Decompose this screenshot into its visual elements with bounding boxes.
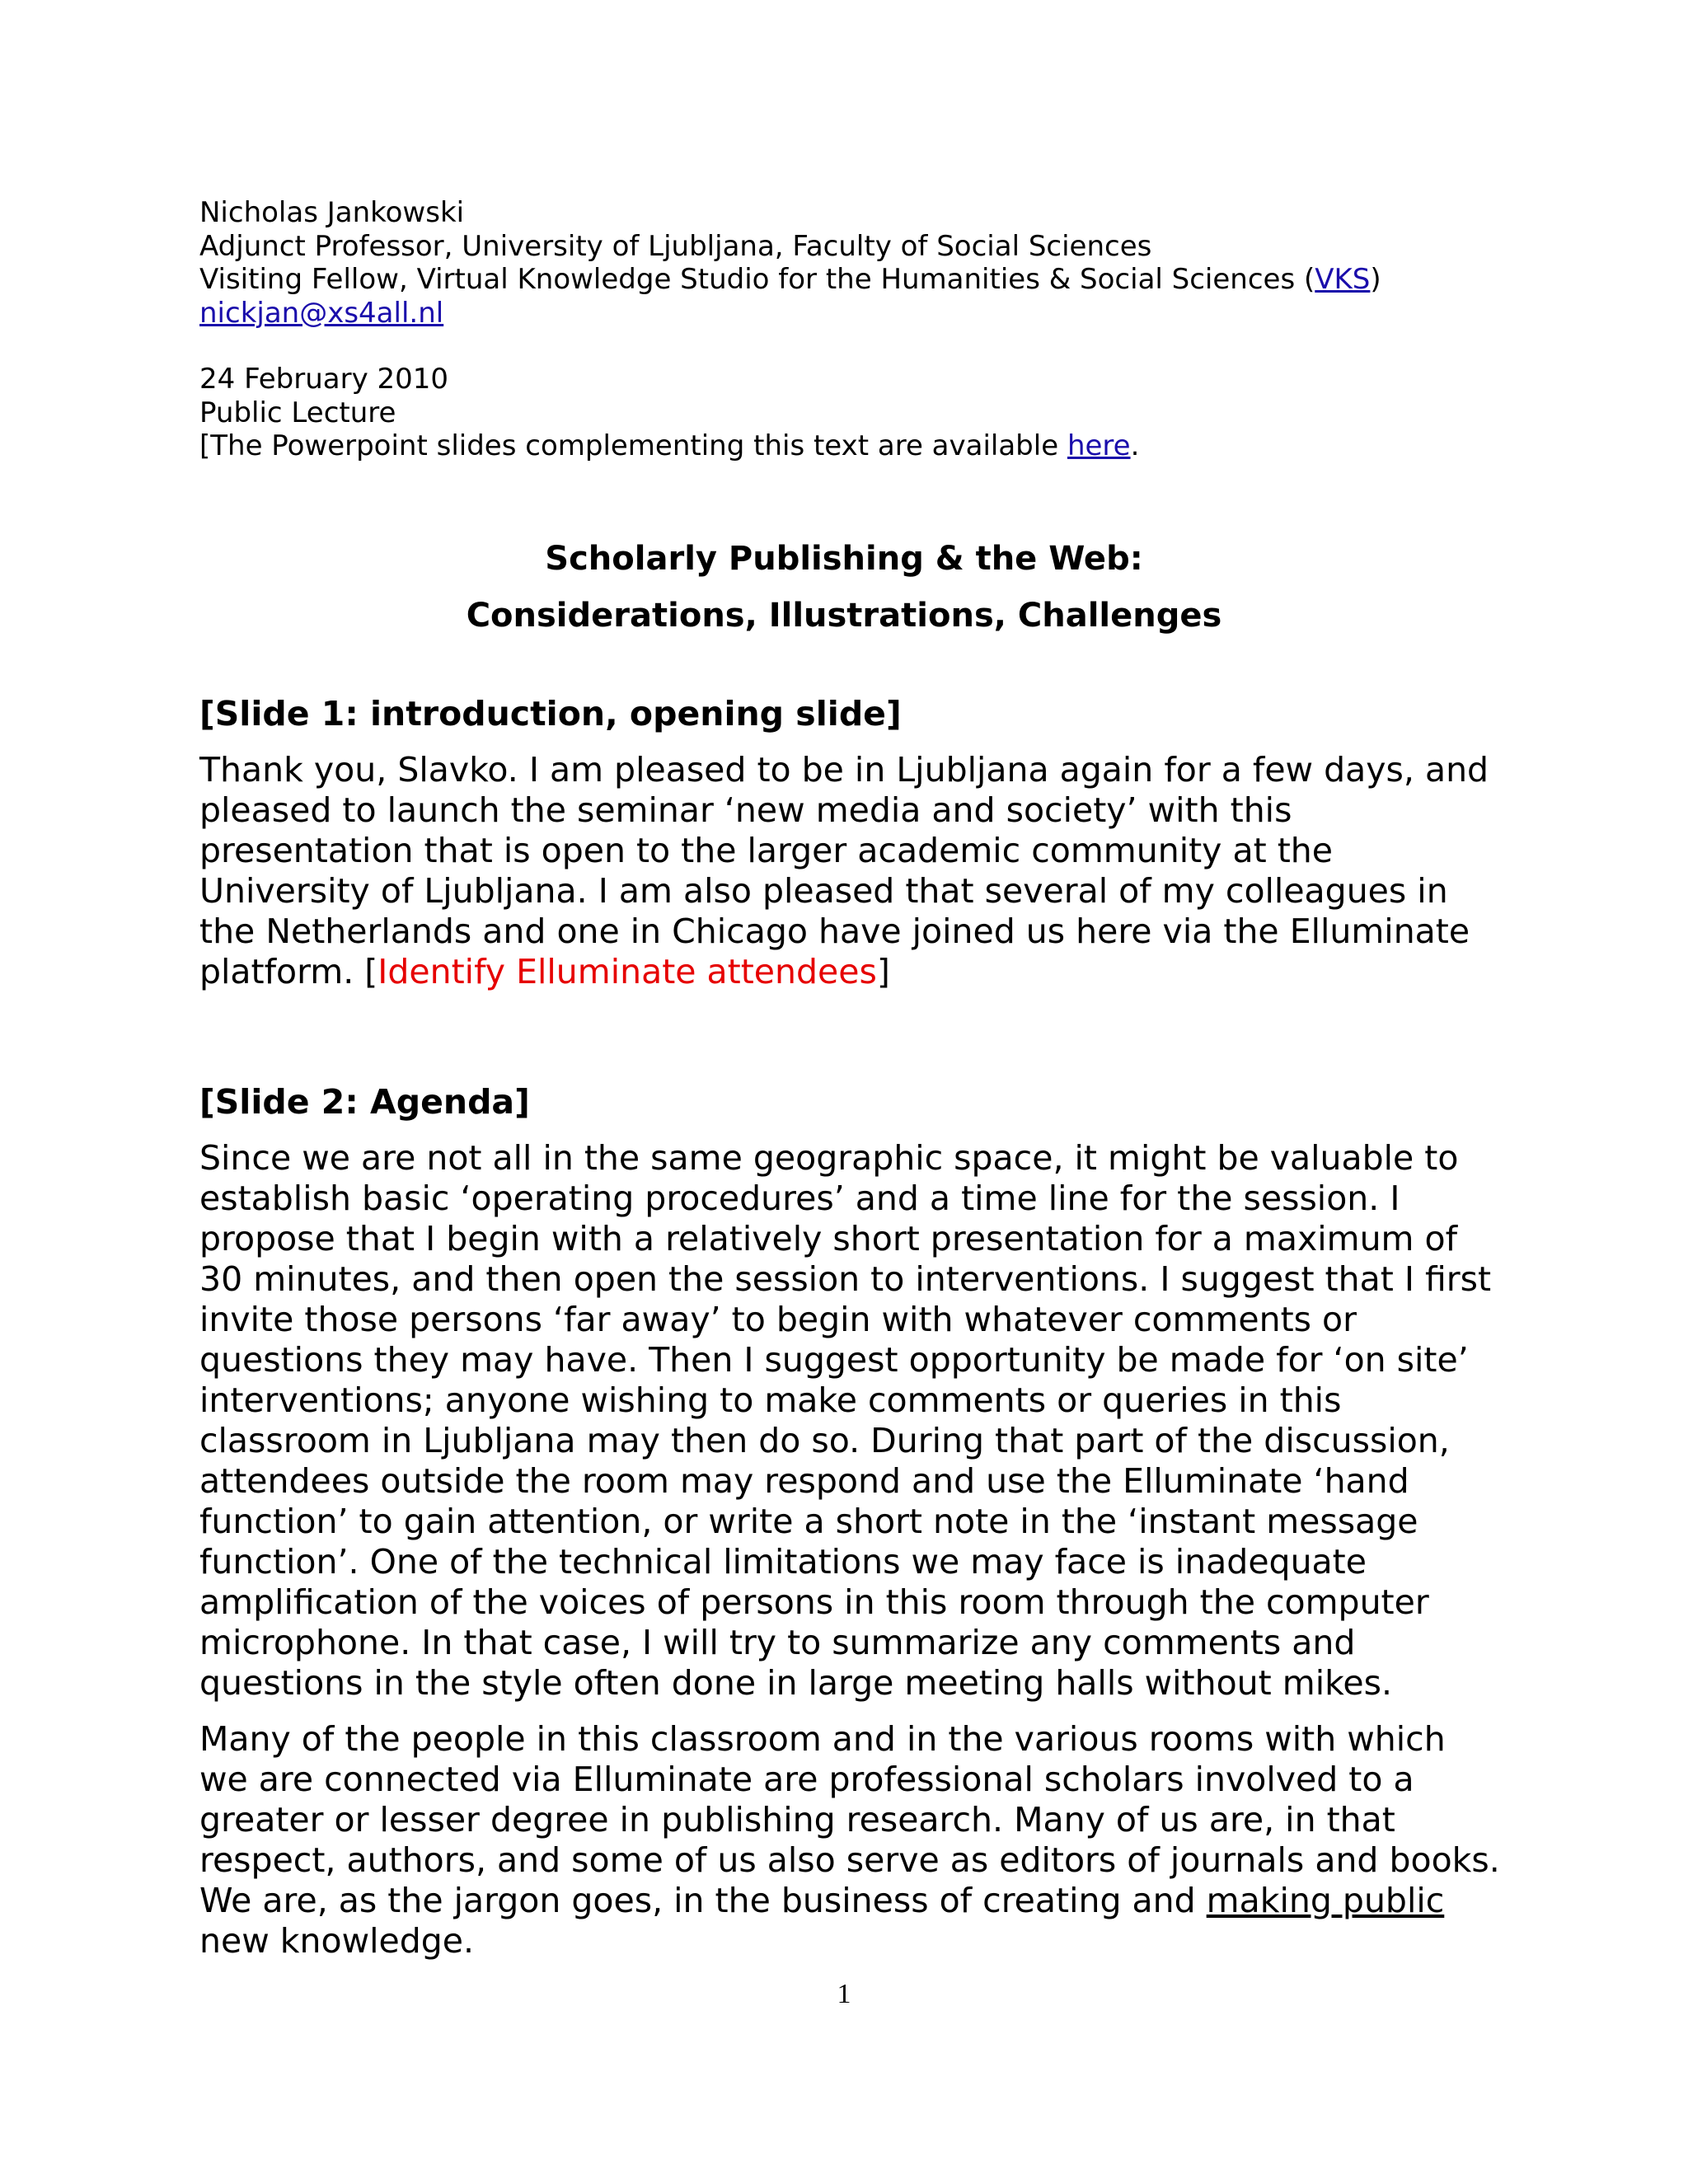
document-title: [199, 531, 1489, 644]
author-position-2-prefix: Visiting Fellow, Virtual Knowledge Studio for the Humanities & Social Sciences (: [199, 263, 1315, 296]
author-position-2: [199, 263, 1502, 297]
slides-here-link[interactable]: here: [1067, 429, 1131, 462]
author-email-line: [199, 297, 1502, 330]
lecture-date: 24 February 2010: [199, 363, 449, 396]
author-position-2-suffix: ): [1370, 263, 1381, 296]
document-page: [199, 196, 1502, 1961]
title-line-2: Considerations, Illustrations, Challenges: [466, 596, 1222, 635]
author-header: [199, 196, 1502, 463]
section-2-paragraph-2-text: Many of the people in this classroom and in the various rooms with which we are connected via Elluminate are professional scholars involved to a greater or lesser degree in publishing research. Many of us are, in that respect, authors, and some of us also serve as editors of journals and books. We are, as the jargon goes, in the business of creating and: [199, 1718, 1500, 1920]
elluminate-attendees-note: Identify Elluminate attendees: [377, 951, 877, 991]
section-1-paragraph-text: Thank you, Slavko. I am pleased to be in Ljubljana again for a few days, and pleased to launch the seminar ‘new media and society’ with this presentation that is open to the larger academic community at the University of Ljubljana. I am also pleased that several of my colleagues in the Netherlands and one in Chicago have joined us here via the Elluminate platform. [: [199, 749, 1489, 991]
slides-note-suffix: .: [1130, 429, 1140, 462]
title-line-1: Scholarly Publishing & the Web:: [545, 539, 1143, 578]
lecture-type: Public Lecture: [199, 396, 396, 429]
author-position-1: Adjunct Professor, University of Ljubljana, Faculty of Social Sciences: [199, 229, 1152, 263]
email-link[interactable]: nickjan@xs4all.nl: [199, 296, 444, 330]
section-heading-slide-2: [Slide 2: Agenda]: [199, 1081, 530, 1122]
section-2-paragraph-2-end: new knowledge.: [199, 1920, 475, 1961]
making-public-underlined: making public: [1206, 1880, 1445, 1920]
section-2-paragraph-2: [199, 1719, 1502, 1961]
page-number: 1: [837, 1979, 851, 2009]
spacer: [199, 330, 1502, 363]
section-1-paragraph-end: ]: [876, 951, 890, 991]
author-name: Nicholas Jankowski: [199, 196, 465, 229]
slides-note: [199, 429, 1502, 463]
section-1-paragraph: [199, 750, 1502, 992]
vks-link[interactable]: VKS: [1315, 263, 1371, 296]
section-heading-slide-1: [Slide 1: introduction, opening slide]: [199, 693, 902, 733]
slides-note-prefix: [The Powerpoint slides complementing this text are available: [199, 429, 1067, 462]
section-2-paragraph-1: Since we are not all in the same geographic space, it might be valuable to establish basic ‘operating procedures’ and a time line for the session. I propose that I begin with a relatively short presentation for a maximum of 30 minutes, and then open the session to interventions. I suggest that I first invite those persons ‘far away’ to begin with whatever comments or questions they may have. Then I suggest opportunity be made for ‘on site’ interventions; anyone wishing to make comments or queries in this classroom in Ljubljana may then do so. During that part of the discussion, attendees outside the room may respond and use the Elluminate ‘hand function’ to gain attention, or write a short note in the ‘instant message function’. One of the technical limitations we may face is inadequate amplification of the voices of persons in this room through the computer microphone. In that case, I will try to summarize any comments and questions in the style often done in large meeting halls without mikes.: [199, 1137, 1492, 1703]
